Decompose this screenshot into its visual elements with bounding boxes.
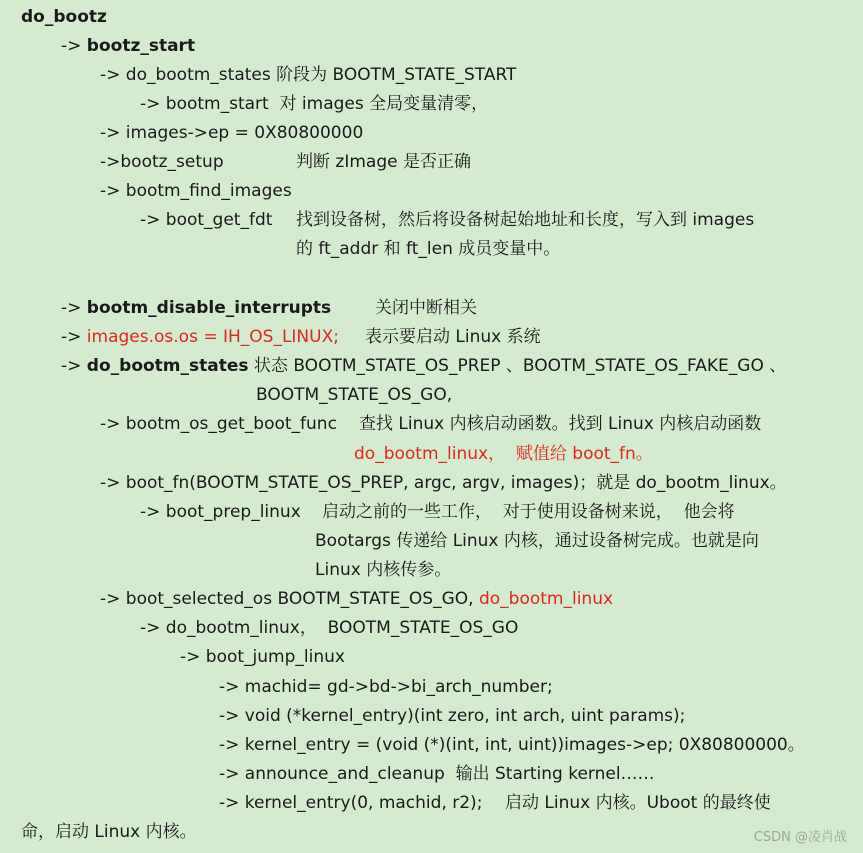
func-bootz-start: bootz_start — [86, 36, 196, 56]
line-boot-selected-os — [100, 588, 613, 610]
line-machid: -> machid= gd->bd->bi_arch_number; — [219, 677, 553, 697]
line-do-bootm-linux: -> do_bootm_linux， BOOTM_STATE_OS_GO — [140, 618, 519, 638]
line-boot-prep-linux: -> boot_prep_linux — [140, 502, 301, 522]
line-bootm-os-get-boot-func: -> bootm_os_get_boot_func — [100, 414, 337, 434]
line-boot-get-fdt-desc: 找到设备树，然后将设备树起始地址和长度，写入到 images — [296, 210, 755, 230]
arrow: -> — [61, 36, 87, 56]
boot-selected-os-text: -> boot_selected_os BOOTM_STATE_OS_GO, — [100, 589, 479, 609]
line-do-bootm-states — [61, 355, 786, 377]
line-kernel-entry-assign: -> kernel_entry = (void (*)(int, int, uint))images->ep; 0X80800000。 — [219, 735, 805, 755]
arrow: -> — [61, 327, 87, 347]
line-images-ep: -> images->ep = 0X80800000 — [100, 123, 364, 143]
line-final: 命，启动 Linux 内核。 — [21, 822, 197, 842]
line-bootz-start — [61, 35, 195, 57]
func-do-bootm-states: do_bootm_states — [86, 356, 249, 376]
heading-do-bootz: do_bootz — [21, 7, 107, 27]
line-boot-get-fdt: -> boot_get_fdt — [140, 210, 273, 230]
red-do-bootm-linux: do_bootm_linux — [478, 589, 614, 609]
line-boot-prep-linux-desc-2: Bootargs 传递给 Linux 内核，通过设备树完成。也就是向 — [315, 531, 759, 551]
line-states-list-2: BOOTM_STATE_OS_GO, — [256, 385, 453, 405]
line-boot-jump-linux: -> boot_jump_linux — [180, 647, 345, 667]
line-boot-fn: -> boot_fn(BOOTM_STATE_OS_PREP, argc, argv, images)；就是 do_bootm_linux。 — [100, 473, 787, 493]
arrow: -> — [61, 298, 87, 318]
line-images-os — [61, 326, 339, 348]
line-bootm-os-get-boot-func-desc: 查找 Linux 内核启动函数。找到 Linux 内核启动函数 — [359, 414, 762, 434]
line-boot-prep-linux-desc: 启动之前的一些工作， 对于使用设备树来说， 他会将 — [322, 502, 735, 522]
func-bootm-disable-interrupts: bootm_disable_interrupts — [86, 298, 332, 318]
line-bootm-disable-interrupts — [61, 297, 331, 319]
line-bootz-setup-desc: 判断 zImage 是否正确 — [296, 152, 471, 172]
line-bootm-disable-interrupts-desc: 关闭中断相关 — [375, 298, 477, 318]
line-kernel-entry-call: -> kernel_entry(0, machid, r2); — [219, 793, 483, 813]
red-images-os: images.os.os = IH_OS_LINUX; — [86, 327, 339, 347]
csdn-watermark: CSDN @凌肖战 — [753, 830, 847, 845]
line-announce-and-cleanup: -> announce_and_cleanup 输出 Starting kernel…… — [219, 764, 655, 784]
line-boot-get-fdt-desc-2: 的 ft_addr 和 ft_len 成员变量中。 — [296, 239, 561, 259]
arrow: -> — [61, 356, 87, 376]
line-kernel-entry-call-desc: 启动 Linux 内核。Uboot 的最终使 — [505, 793, 771, 813]
states-list: 状态 BOOTM_STATE_OS_PREP 、BOOTM_STATE_OS_FAKE_GO 、 — [248, 356, 787, 376]
line-images-os-desc: 表示要启动 Linux 系统 — [365, 327, 541, 347]
line-bootm-start: -> bootm_start 对 images 全局变量清零， — [140, 94, 489, 114]
line-bootz-setup: ->bootz_setup — [100, 152, 224, 172]
red-do-bootm-linux-assign: do_bootm_linux， 赋值给 boot_fn。 — [354, 444, 653, 464]
line-boot-prep-linux-desc-3: Linux 内核传参。 — [315, 560, 452, 580]
line-bootm-find-images: -> bootm_find_images — [100, 181, 292, 201]
line-do-bootm-states-start: -> do_bootm_states 阶段为 BOOTM_STATE_START — [100, 65, 517, 85]
line-kernel-entry-decl: -> void (*kernel_entry)(int zero, int arch, uint params); — [219, 706, 686, 726]
